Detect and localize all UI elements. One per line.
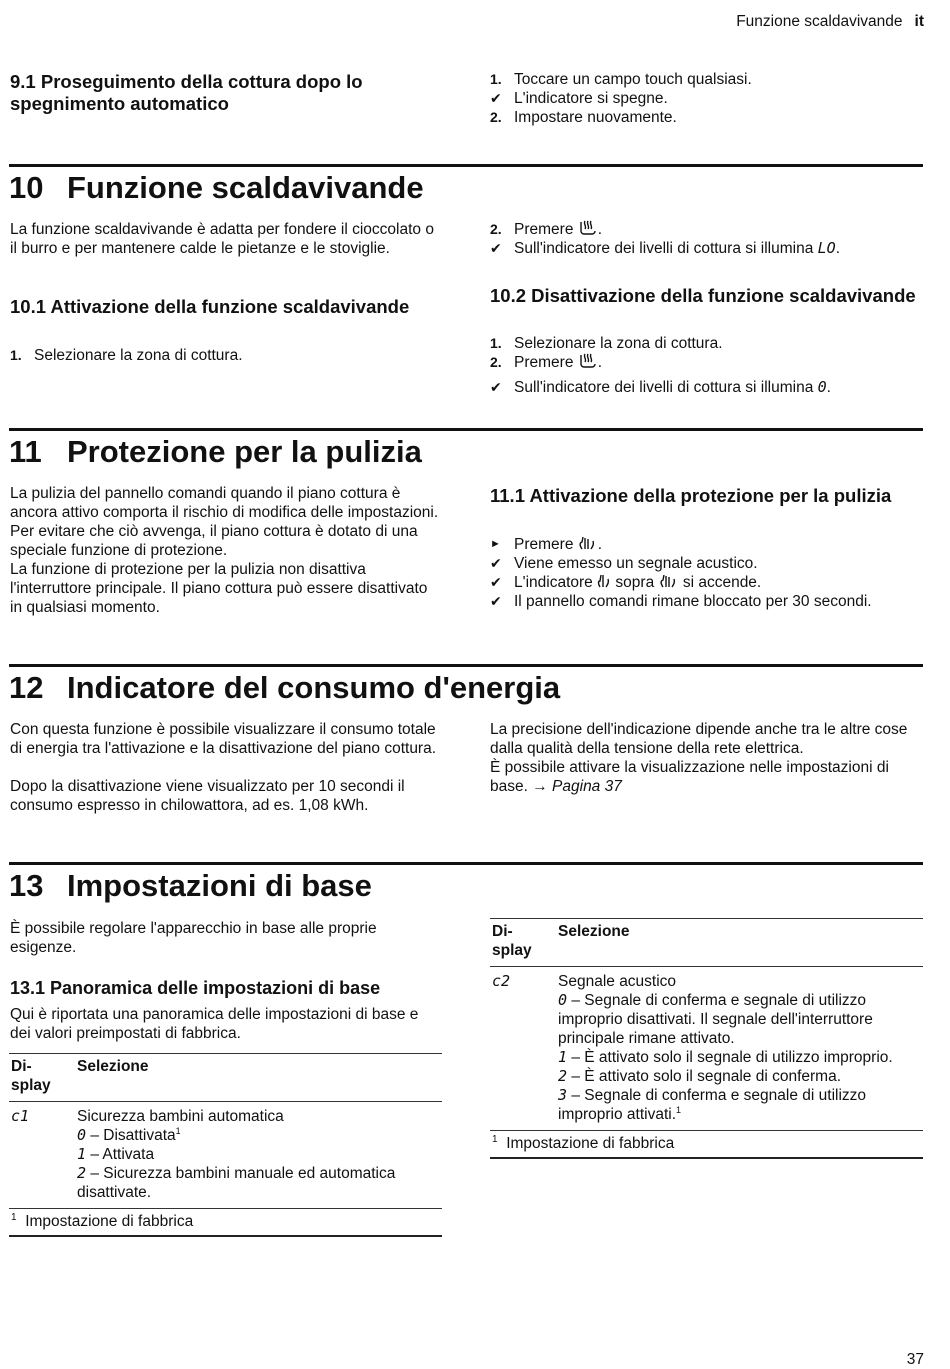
- result-item: ✔ L'indicatore sopra si accende.: [490, 574, 762, 591]
- warming-icon: [578, 353, 598, 369]
- col-header-display: Di- splay: [490, 919, 556, 967]
- display-code: LO: [817, 239, 836, 257]
- footnote-text: Impostazione di fabbrica: [25, 1213, 194, 1230]
- section-10-2-title: 10.2 Disattivazione della funzione scaldavivande: [490, 285, 916, 306]
- section-divider: [9, 862, 923, 865]
- setting-option: 3 – Segnale di conferma e segnale di utilizzo improprio attivati.$^1$: [558, 1086, 867, 1123]
- step-item: ► Premere .: [490, 536, 603, 553]
- display-code: c2: [492, 972, 511, 990]
- page-number: 37: [906, 1351, 924, 1368]
- setting-option: 0 – Disattivata$^1$: [77, 1125, 181, 1144]
- section-13-1-title: 13.1 Panoramica delle impostazioni di base: [10, 978, 381, 998]
- section-10-heading: 10 Funzione scaldavivande: [9, 170, 424, 205]
- section-11-1-title: 11.1 Attivazione della protezione per la pulizia: [490, 485, 892, 506]
- page-reference-link[interactable]: → Pagina 37: [532, 778, 622, 795]
- section-12-right-1: La precisione dell'indicazione dipende anche tra le altre cose dalla qualità della tensione della rete elettrica.: [490, 721, 908, 757]
- section-divider: [9, 664, 923, 667]
- result-item: ✔ L'indicatore si spegne.: [490, 90, 668, 107]
- section-12-left-2: Dopo la disattivazione viene visualizzato per 10 secondi il consumo espresso in chilowattora, ad es. 1,08 kWh.: [10, 778, 405, 814]
- section-10-1-title: 10.1 Attivazione della funzione scaldavivande: [10, 296, 410, 317]
- section-11-body-2: La funzione di protezione per la pulizia non disattiva l'interruttore principale. Il piano cottura può essere disattivato in qualsiasi momento.: [10, 561, 428, 616]
- section-10-1-steps-cont: [490, 220, 924, 258]
- section-10-2-steps: [490, 334, 924, 397]
- step-item: 1. Toccare un campo touch qualsiasi.: [490, 71, 752, 88]
- table-footnote-row: $^1$ Impostazione di fabbrica: [9, 1209, 442, 1237]
- cleaning-lock-icon: [659, 573, 679, 589]
- setting-title: Segnale acustico: [558, 973, 677, 990]
- col-header-display: Di- splay: [9, 1054, 75, 1102]
- section-10-1-steps: [10, 346, 442, 365]
- section-10-intro: La funzione scaldavivande è adatta per fondere il cioccolato o il burro e per mantenere calde le pietanze e le stoviglie.: [10, 221, 434, 257]
- section-11-1-steps: [490, 535, 924, 611]
- section-divider: [9, 428, 923, 431]
- header-lang: it: [914, 13, 924, 30]
- display-code: c1: [11, 1107, 30, 1125]
- setting-title: Sicurezza bambini automatica: [77, 1108, 284, 1125]
- settings-table-2: [490, 918, 923, 1159]
- result-item: ✔ Viene emesso un segnale acustico.: [490, 555, 758, 572]
- step-item: 2. Premere .: [490, 221, 603, 238]
- col-header-selection: Selezione: [556, 919, 923, 967]
- section-12-left-1: Con questa funzione è possibile visualizzare il consumo totale di energia tra l'attivazione e la disattivazione del piano cottura.: [10, 721, 437, 757]
- section-9-1-steps: [490, 70, 924, 127]
- setting-option: 1 – È attivato solo il segnale di utilizzo improprio.: [558, 1048, 893, 1066]
- section-divider: [9, 164, 923, 167]
- section-11-body-1: La pulizia del pannello comandi quando il piano cottura è ancora attivo comporta il rischio di modifica delle impostazioni. Per evitare che ciò avvenga, il piano cottura è dotato di una speciale funzione di protezione.: [10, 485, 439, 559]
- table-footnote-row: $^1$ Impostazione di fabbrica: [490, 1131, 923, 1159]
- step-item: 2. Premere .: [490, 354, 603, 371]
- warming-icon: [578, 220, 598, 236]
- setting-option: 2 – È attivato solo il segnale di conferma.: [558, 1067, 842, 1085]
- section-9-1-title: 9.1 Proseguimento della cottura dopo lo spegnimento automatico: [10, 71, 363, 114]
- table-row: [490, 967, 923, 1131]
- setting-option: 2 – Sicurezza bambini manuale ed automatica disattivate.: [77, 1164, 396, 1201]
- page-header: [736, 12, 924, 31]
- footnote-text: Impostazione di fabbrica: [506, 1135, 675, 1152]
- table-header-row: [490, 919, 923, 967]
- settings-table-1: [9, 1053, 442, 1237]
- header-title: Funzione scaldavivande: [736, 13, 903, 30]
- step-item: 2. Impostare nuovamente.: [490, 109, 677, 126]
- step-item: 1. Selezionare la zona di cottura.: [10, 347, 243, 364]
- section-12-heading: 12 Indicatore del consumo d'energia: [9, 670, 561, 705]
- section-13-heading: 13 Impostazioni di base: [9, 868, 372, 903]
- section-12-right-2: È possibile attivare la visualizzazione nelle impostazioni di base. → Pagina 37: [490, 759, 889, 795]
- section-13-1-intro: Qui è riportata una panoramica delle impostazioni di base e dei valori preimpostati di fabbrica.: [10, 1006, 419, 1042]
- cleaning-lock-icon: [578, 535, 598, 551]
- setting-option: 1 – Attivata: [77, 1145, 155, 1163]
- display-code: 0: [817, 378, 827, 396]
- hand-icon: [597, 573, 611, 589]
- result-item: ✔ Sull'indicatore dei livelli di cottura si illumina LO.: [490, 239, 841, 257]
- section-11-heading: 11 Protezione per la pulizia: [9, 434, 422, 469]
- result-item: ✔ Il pannello comandi rimane bloccato per 30 secondi.: [490, 593, 872, 610]
- result-item: ✔ Sull'indicatore dei livelli di cottura si illumina 0.: [490, 378, 831, 396]
- step-item: 1. Selezionare la zona di cottura.: [490, 335, 723, 352]
- col-header-selection: Selezione: [75, 1054, 442, 1102]
- table-header-row: [9, 1054, 442, 1102]
- section-13-intro: È possibile regolare l'apparecchio in base alle proprie esigenze.: [10, 920, 377, 956]
- setting-option: 0 – Segnale di conferma e segnale di utilizzo improprio disattivati. Il segnale dell'interruttore principale rimane attivato.: [558, 991, 873, 1047]
- table-row: [9, 1102, 442, 1209]
